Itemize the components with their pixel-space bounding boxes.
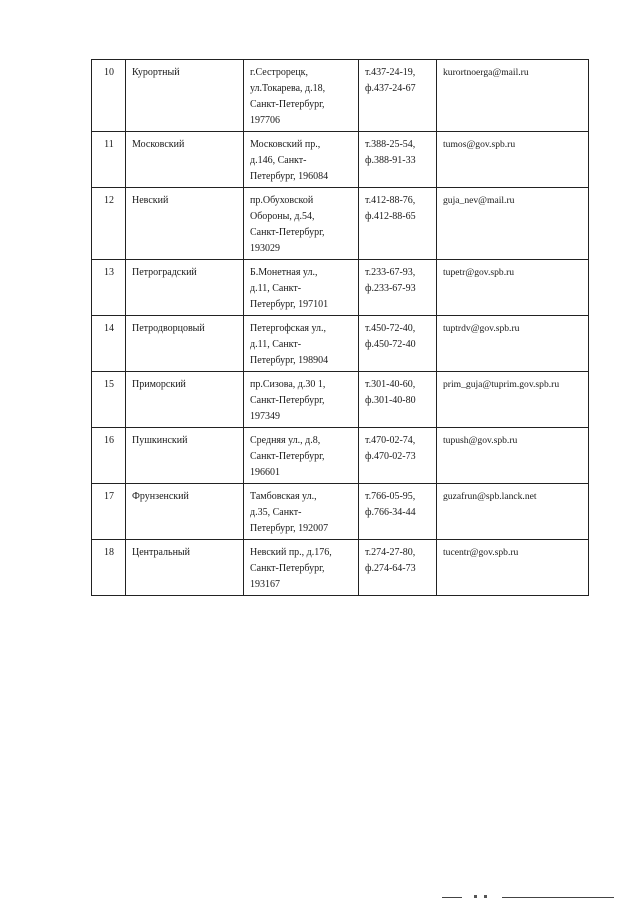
address-line: Санкт-Петербург, <box>250 563 325 574</box>
scan-mark <box>502 897 614 898</box>
district-email: tumos@gov.spb.ru <box>437 132 589 188</box>
fax-line: ф.437-24-67 <box>365 83 416 94</box>
district-phones <box>359 428 437 484</box>
district-address <box>244 316 359 372</box>
address-line: г.Сестрорецк, <box>250 67 309 78</box>
address-line: Петербург, 192007 <box>250 523 329 534</box>
table-row <box>92 188 589 260</box>
district-contacts-table-body <box>92 60 589 596</box>
address-line: д.11, Санкт- <box>250 339 302 350</box>
scan-mark <box>442 897 462 898</box>
district-name: Невский <box>126 188 244 260</box>
district-email: guzafrun@spb.lanck.net <box>437 484 589 540</box>
scan-mark <box>484 895 487 898</box>
address-line: 196601 <box>250 467 280 478</box>
address-line: Санкт-Петербург, <box>250 451 325 462</box>
district-email: guja_nev@mail.ru <box>437 188 589 260</box>
address-line: Петербург, 197101 <box>250 299 329 310</box>
phone-line: т.412-88-76, <box>365 195 416 206</box>
district-address <box>244 188 359 260</box>
district-phones <box>359 188 437 260</box>
row-number: 17 <box>92 484 126 540</box>
phone-line: т.388-25-54, <box>365 139 416 150</box>
address-line: Б.Монетная ул., <box>250 267 318 278</box>
district-phones <box>359 132 437 188</box>
address-line: Санкт-Петербург, <box>250 395 325 406</box>
phone-line: т.274-27-80, <box>365 547 416 558</box>
address-line: Санкт-Петербург, <box>250 227 325 238</box>
row-number: 15 <box>92 372 126 428</box>
row-number: 12 <box>92 188 126 260</box>
district-name: Курортный <box>126 60 244 132</box>
address-line: Невский пр., д.176, <box>250 547 332 558</box>
district-name: Приморский <box>126 372 244 428</box>
district-email: prim_guja@tuprim.gov.spb.ru <box>437 372 589 428</box>
district-address <box>244 540 359 596</box>
fax-line: ф.412-88-65 <box>365 211 416 222</box>
phone-line: т.301-40-60, <box>365 379 416 390</box>
address-line: 193029 <box>250 243 280 254</box>
address-line: д.11, Санкт- <box>250 283 302 294</box>
address-line: Петербург, 196084 <box>250 171 329 182</box>
address-line: 197349 <box>250 411 280 422</box>
district-email: tucentr@gov.spb.ru <box>437 540 589 596</box>
district-address <box>244 484 359 540</box>
address-line: д.146, Санкт- <box>250 155 307 166</box>
fax-line: ф.388-91-33 <box>365 155 416 166</box>
fax-line: ф.301-40-80 <box>365 395 416 406</box>
address-line: д.35, Санкт- <box>250 507 302 518</box>
district-email: tuptrdv@gov.spb.ru <box>437 316 589 372</box>
district-name: Фрунзенский <box>126 484 244 540</box>
district-address <box>244 428 359 484</box>
address-line: ул.Токарева, д.18, <box>250 83 326 94</box>
fax-line: ф.470-02-73 <box>365 451 416 462</box>
row-number: 11 <box>92 132 126 188</box>
district-name: Петроградский <box>126 260 244 316</box>
table-row <box>92 372 589 428</box>
district-phones <box>359 316 437 372</box>
phone-line: т.233-67-93, <box>365 267 416 278</box>
district-email: kurortnoerga@mail.ru <box>437 60 589 132</box>
phone-line: т.437-24-19, <box>365 67 416 78</box>
table-row <box>92 484 589 540</box>
district-contacts-table <box>91 59 589 596</box>
district-phones <box>359 372 437 428</box>
address-line: 193167 <box>250 579 280 590</box>
district-phones <box>359 484 437 540</box>
address-line: Средняя ул., д.8, <box>250 435 321 446</box>
table-row <box>92 540 589 596</box>
fax-line: ф.233-67-93 <box>365 283 416 294</box>
address-line: Петергофская ул., <box>250 323 327 334</box>
district-phones <box>359 260 437 316</box>
district-phones <box>359 60 437 132</box>
district-name: Центральный <box>126 540 244 596</box>
address-line: пр.Сизова, д.30 1, <box>250 379 326 390</box>
district-address <box>244 132 359 188</box>
scan-mark <box>474 895 477 898</box>
address-line: пр.Обуховской <box>250 195 314 206</box>
row-number: 13 <box>92 260 126 316</box>
district-name: Московский <box>126 132 244 188</box>
phone-line: т.470-02-74, <box>365 435 416 446</box>
table-row <box>92 60 589 132</box>
footer-scan-marks <box>440 893 620 901</box>
address-line: Петербург, 198904 <box>250 355 329 366</box>
row-number: 16 <box>92 428 126 484</box>
district-address <box>244 372 359 428</box>
phone-line: т.450-72-40, <box>365 323 416 334</box>
address-line: Тамбовская ул., <box>250 491 317 502</box>
address-line: Санкт-Петербург, <box>250 99 325 110</box>
district-address <box>244 260 359 316</box>
district-phones <box>359 540 437 596</box>
district-email: tupetr@gov.spb.ru <box>437 260 589 316</box>
table-row <box>92 132 589 188</box>
address-line: 197706 <box>250 115 280 126</box>
address-line: Московский пр., <box>250 139 321 150</box>
address-line: Обороны, д.54, <box>250 211 315 222</box>
phone-line: т.766-05-95, <box>365 491 416 502</box>
fax-line: ф.450-72-40 <box>365 339 416 350</box>
district-name: Петродворцовый <box>126 316 244 372</box>
fax-line: ф.274-64-73 <box>365 563 416 574</box>
table-row <box>92 428 589 484</box>
district-address <box>244 60 359 132</box>
table-row <box>92 316 589 372</box>
row-number: 10 <box>92 60 126 132</box>
table-row <box>92 260 589 316</box>
district-email: tupush@gov.spb.ru <box>437 428 589 484</box>
row-number: 18 <box>92 540 126 596</box>
fax-line: ф.766-34-44 <box>365 507 416 518</box>
district-name: Пушкинский <box>126 428 244 484</box>
row-number: 14 <box>92 316 126 372</box>
